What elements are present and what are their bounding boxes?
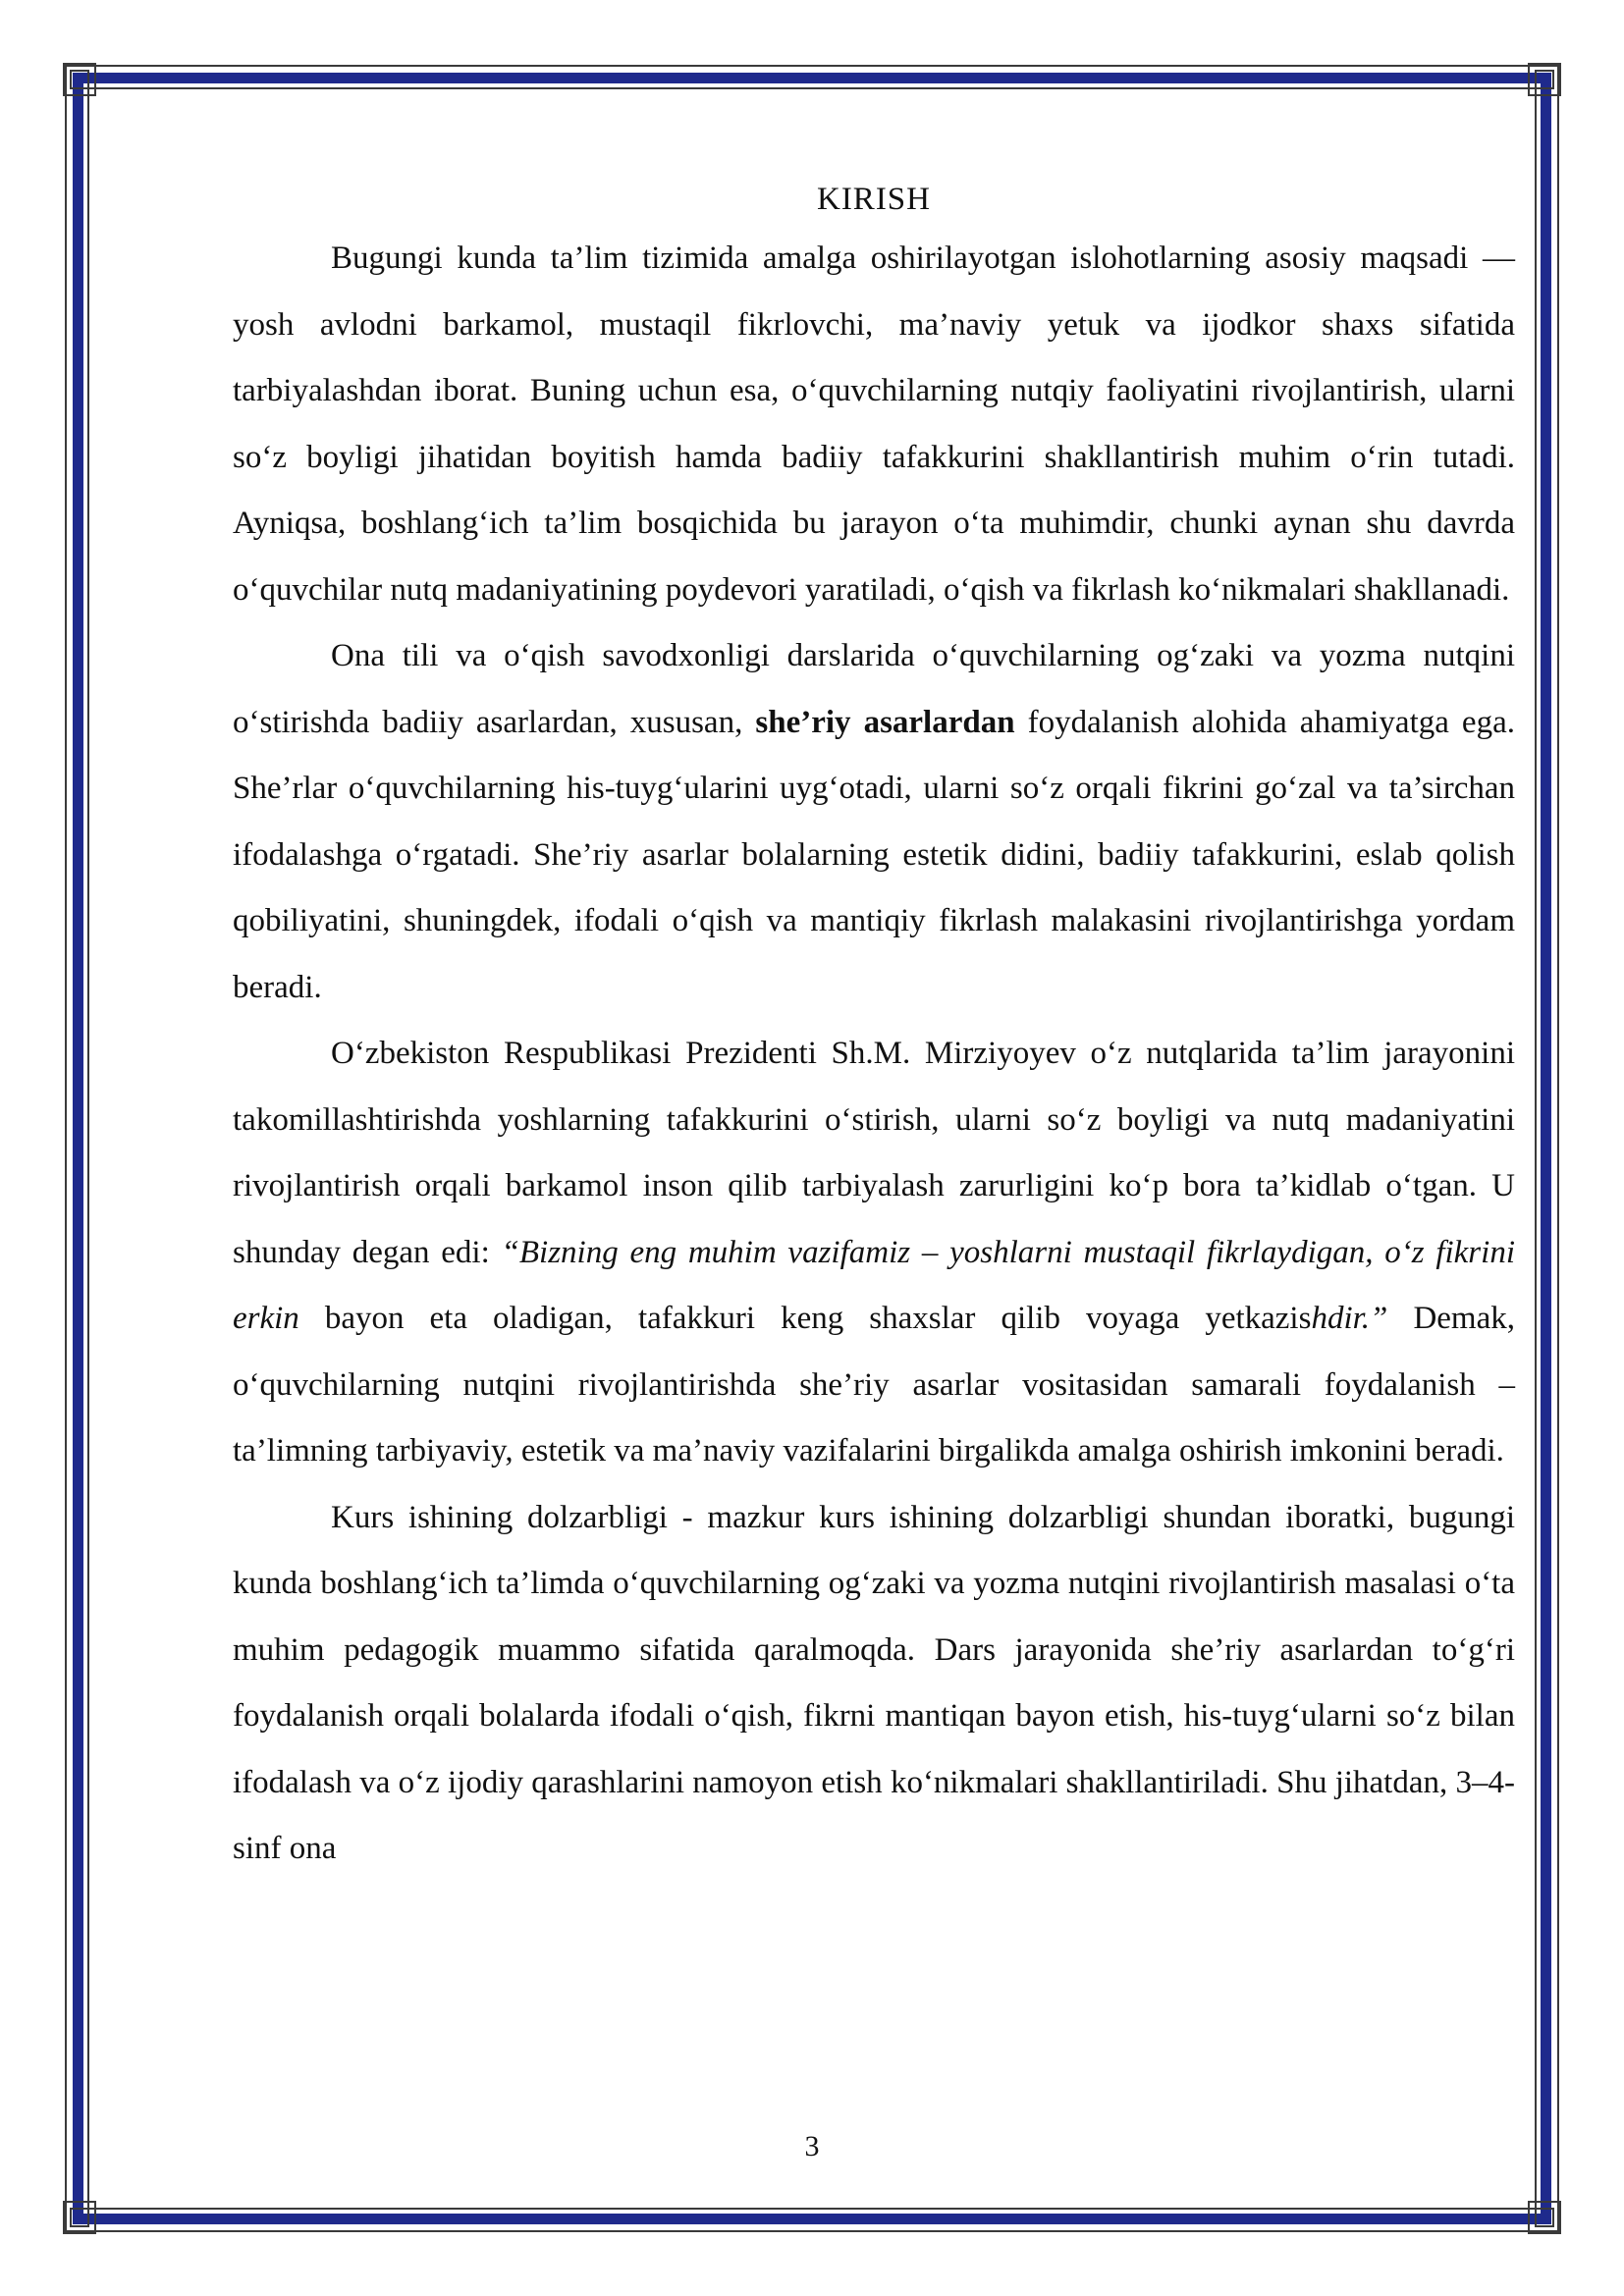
- corner-ornament-icon: [63, 63, 96, 96]
- paragraph-text: foydalanish alohida ahamiyatga ega. She’rlar o‘quvchilarning his-tuyg‘ularini uyg‘otadi, ularni so‘z orqali fikrini go‘zal va ta’sirchan ifodalashga o‘rgatadi. She’riy asarlar bolalarning estetik didini, badiiy tafakkurini, eslab qolish qobiliyatini, shuningdek, ifodali o‘qish va mantiqiy fikrlash malakasini rivojlantirishga yordam beradi.: [233, 704, 1515, 1005]
- paragraph-text: bayon eta oladigan, tafakkuri keng shaxslar qilib voyaga yetkazis: [298, 1301, 1312, 1336]
- quote-italic: “Bizning eng muhim vazifamiz – yoshlarni mustaqil fikrlaydigan, o‘z fikrini erkin: [233, 1234, 1515, 1336]
- bold-phrase: she’riy asarlardan: [755, 704, 1015, 740]
- paragraph-4: [233, 1485, 1515, 1883]
- corner-ornament-icon: [1528, 2201, 1561, 2234]
- quote-italic-end: hdir.”: [1311, 1301, 1388, 1336]
- paragraph-text: O‘zbekiston Respublikasi Prezidenti Sh.M. Mirziyoyev o‘z nutqlarida ta’lim jarayonini takomillashtirishda yoshlarning tafakkurini o‘stirish, ularni so‘z boyligi va nutq madaniyatini rivojlantirish orqali barkamol inson qilib tarbiyalash zarurligini ko‘p bora ta’kidlab o‘tgan. U shunday degan edi:: [233, 1036, 1515, 1270]
- paragraph-1: [233, 226, 1515, 623]
- paragraph-text: Bugungi kunda ta’lim tizimida amalga oshirilayotgan islohotlarning asosiy maqsadi — yosh avlodni barkamol, mustaqil fikrlovchi, ma’naviy yetuk va ijodkor shaxs sifatida tarbiyalashdan iborat. Buning uchun esa, o‘quvchilarning nutqiy faoliyatini rivojlantirish, ularni so‘z boyligi jihatidan boyitish hamda badiiy tafakkurini shakllantirish muhim o‘rin tutadi. Ayniqsa, boshlang‘ich ta’lim bosqichida bu jarayon o‘ta muhimdir, chunki aynan shu davrda o‘quvchilar nutq madaniyatining poydevori yaratiladi, o‘qish va fikrlash ko‘nikmalari shakllanadi.: [233, 240, 1515, 608]
- paragraph-text: Ona tili va o‘qish savodxonligi darslarida o‘quvchilarning og‘zaki va yozma nutqini o‘stirishda badiiy asarlardan, xususan,: [233, 638, 1515, 740]
- section-title: KIRISH: [816, 182, 931, 217]
- corner-ornament-icon: [1528, 63, 1561, 96]
- paragraph-text: Demak, o‘quvchilarning nutqini rivojlantirishda she’riy asarlar vositasidan samarali foydalanish – ta’limning tarbiyaviy, estetik va ma’naviy vazifalarini birgalikda amalga oshirish imkonini beradi.: [233, 1301, 1516, 1468]
- paragraph-text: Kurs ishining dolzarbligi - mazkur kurs ishining dolzarbligi shundan iboratki, bugungi kunda boshlang‘ich ta’limda o‘quvchilarning og‘zaki va yozma nutqini rivojlantirish masalasi o‘ta muhim pedagogik muammo sifatida qaralmoqda. Dars jarayonida she’riy asarlardan to‘g‘ri foydalanish orqali bolalarda ifodali o‘qish, fikrni mantiqan bayon etish, his-tuyg‘ularni so‘z bilan ifodalash va o‘z ijodiy qarashlarini namoyon etish ko‘nikmalari shakllantiriladi. Shu jihatdan, 3–4-sinf ona: [233, 1499, 1515, 1866]
- paragraph-2: [233, 623, 1515, 1021]
- document-body: [233, 173, 1515, 1883]
- paragraph-3: [233, 1021, 1515, 1485]
- corner-ornament-icon: [63, 2201, 96, 2234]
- page-number: 3: [804, 2130, 820, 2163]
